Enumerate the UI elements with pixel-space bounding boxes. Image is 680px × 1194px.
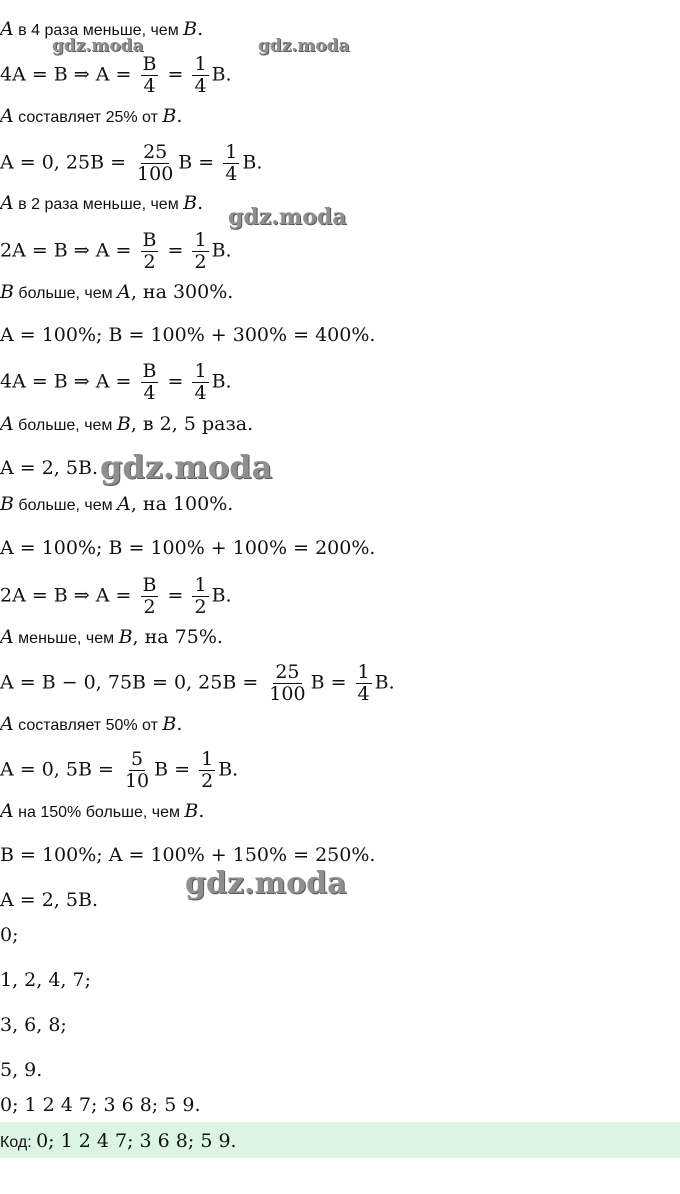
numerator: B <box>142 53 157 75</box>
answer-line-24: 3, 6, 8; <box>0 1014 67 1036</box>
var: B <box>116 413 131 435</box>
equation-line-9 <box>0 361 232 404</box>
var: B <box>118 626 133 648</box>
eq-left: 4A = B ⇒ A = <box>0 370 138 393</box>
numerator: B <box>142 360 157 382</box>
denominator: 4 <box>194 382 207 404</box>
fraction <box>123 749 151 792</box>
watermark-logo: gdz.moda <box>100 448 273 486</box>
denominator: 2 <box>143 251 156 273</box>
denominator: 100 <box>269 683 306 705</box>
text: больше, чем <box>13 497 118 514</box>
text: , в 2, 5 раза. <box>130 413 254 435</box>
eq-mid: B = <box>154 758 197 781</box>
eq-left: 2A = B ⇒ A = <box>0 584 138 607</box>
denominator: 10 <box>124 770 150 792</box>
code-label: Код: <box>0 1134 37 1151</box>
var: A <box>0 413 14 435</box>
eq-end: B. <box>242 151 263 174</box>
text: больше, чем <box>13 417 117 434</box>
eq-sign: = <box>161 584 190 607</box>
equation-line-8: A = 100%; B = 100% + 300% = 400%. <box>0 324 376 346</box>
numerator: 1 <box>194 360 207 382</box>
var: A <box>0 192 14 214</box>
eq-left: 2A = B ⇒ A = <box>0 239 138 262</box>
fraction <box>223 142 239 185</box>
text: составляет 25% от <box>13 109 163 126</box>
text: составляет 50% от <box>13 717 163 734</box>
condition-line-7 <box>0 281 233 303</box>
var: A <box>0 800 14 822</box>
fraction <box>141 575 159 618</box>
watermark-logo: gdz.moda <box>228 204 347 230</box>
var: B <box>184 800 199 822</box>
text: , на 300%. <box>130 281 234 303</box>
fraction <box>135 142 175 185</box>
eq-end: B. <box>211 584 232 607</box>
denominator: 2 <box>143 596 156 618</box>
denominator: 4 <box>143 382 156 404</box>
fraction <box>356 662 372 705</box>
numerator: 1 <box>225 141 238 163</box>
eq-end: B. <box>218 758 239 781</box>
var: A <box>0 713 14 735</box>
text: больше, чем <box>13 285 118 302</box>
numerator: 5 <box>130 748 144 770</box>
text: . <box>176 713 183 735</box>
condition-line-15 <box>0 626 223 648</box>
code-answer-bar <box>0 1122 680 1158</box>
denominator: 4 <box>143 75 156 97</box>
numerator: B <box>142 229 157 251</box>
numerator: 1 <box>194 53 207 75</box>
watermark-logo: gdz.moda <box>52 36 144 56</box>
numerator: 1 <box>194 574 207 596</box>
equation-line-21: A = 2, 5B. <box>0 889 98 911</box>
fraction <box>141 230 159 273</box>
eq-sign: = <box>161 63 190 86</box>
text: на 150% больше, чем <box>13 804 185 821</box>
denominator: 100 <box>137 163 174 185</box>
condition-line-17 <box>0 713 182 735</box>
var: B <box>0 493 14 515</box>
equation-line-18 <box>0 749 238 792</box>
eq-end: B. <box>374 671 395 694</box>
eq-sign: = <box>161 370 190 393</box>
equation-line-11: A = 2, 5B. <box>0 457 98 479</box>
fraction <box>141 361 159 404</box>
text: . <box>176 105 183 127</box>
text: в 2 раза меньше, чем <box>13 196 184 213</box>
denominator: 2 <box>194 251 207 273</box>
var: A <box>0 626 14 648</box>
eq-left: A = B − 0, 75B = 0, 25B = <box>0 671 265 694</box>
eq-left: A = 0, 5B = <box>0 758 120 781</box>
eq-end: B. <box>211 239 232 262</box>
var: A <box>117 281 131 303</box>
var: B <box>0 281 14 303</box>
denominator: 2 <box>201 770 214 792</box>
eq-mid: B = <box>310 671 353 694</box>
var: B <box>183 18 198 40</box>
code-value: 0; 1 2 4 7; 3 6 8; 5 9. <box>36 1130 237 1152</box>
var: A <box>0 105 14 127</box>
equation-line-2 <box>0 54 232 97</box>
code-line <box>0 1130 237 1152</box>
watermark-logo: gdz.moda <box>185 866 347 901</box>
numerator: 25 <box>275 661 300 683</box>
var: B <box>183 192 198 214</box>
answer-line-23: 1, 2, 4, 7; <box>0 969 91 991</box>
watermark-logo: gdz.moda <box>258 36 350 56</box>
denominator: 4 <box>225 163 238 185</box>
condition-line-10 <box>0 413 253 435</box>
condition-line-19 <box>0 800 204 822</box>
eq-left: 4A = B ⇒ A = <box>0 63 138 86</box>
equation-line-20: B = 100%; A = 100% + 150% = 250%. <box>0 844 376 866</box>
var: A <box>0 18 14 40</box>
text: , на 100%. <box>130 493 234 515</box>
equation-line-6 <box>0 230 232 273</box>
condition-line-5 <box>0 192 203 214</box>
fraction <box>192 230 208 273</box>
fraction <box>267 662 307 705</box>
answer-line-22: 0; <box>0 924 19 946</box>
answer-line-26: 0; 1 2 4 7; 3 6 8; 5 9. <box>0 1094 201 1116</box>
denominator: 4 <box>194 75 207 97</box>
fraction <box>192 54 208 97</box>
denominator: 4 <box>357 683 370 705</box>
var: B <box>162 713 177 735</box>
condition-line-12 <box>0 493 233 515</box>
text: , на 75%. <box>132 626 223 648</box>
text: в 4 раза меньше, чем <box>13 22 184 39</box>
equation-line-14 <box>0 575 232 618</box>
answer-line-25: 5, 9. <box>0 1059 43 1081</box>
fraction <box>199 749 215 792</box>
equation-line-16 <box>0 662 395 705</box>
equation-line-13: A = 100%; B = 100% + 100% = 200%. <box>0 537 376 559</box>
equation-line-4 <box>0 142 262 185</box>
numerator: 25 <box>143 141 168 163</box>
fraction <box>141 54 159 97</box>
var: B <box>162 105 177 127</box>
eq-end: B. <box>211 63 232 86</box>
numerator: B <box>142 574 157 596</box>
numerator: 1 <box>201 748 214 770</box>
text: . <box>197 192 204 214</box>
eq-end: B. <box>211 370 232 393</box>
eq-left: A = 0, 25B = <box>0 151 133 174</box>
numerator: 1 <box>194 229 207 251</box>
condition-line-3 <box>0 105 182 127</box>
fraction <box>192 361 208 404</box>
text: . <box>197 18 204 40</box>
text: меньше, чем <box>13 630 119 647</box>
eq-mid: B = <box>178 151 221 174</box>
var: A <box>117 493 131 515</box>
eq-sign: = <box>161 239 190 262</box>
fraction <box>192 575 208 618</box>
numerator: 1 <box>357 661 370 683</box>
denominator: 2 <box>194 596 207 618</box>
text: . <box>198 800 205 822</box>
